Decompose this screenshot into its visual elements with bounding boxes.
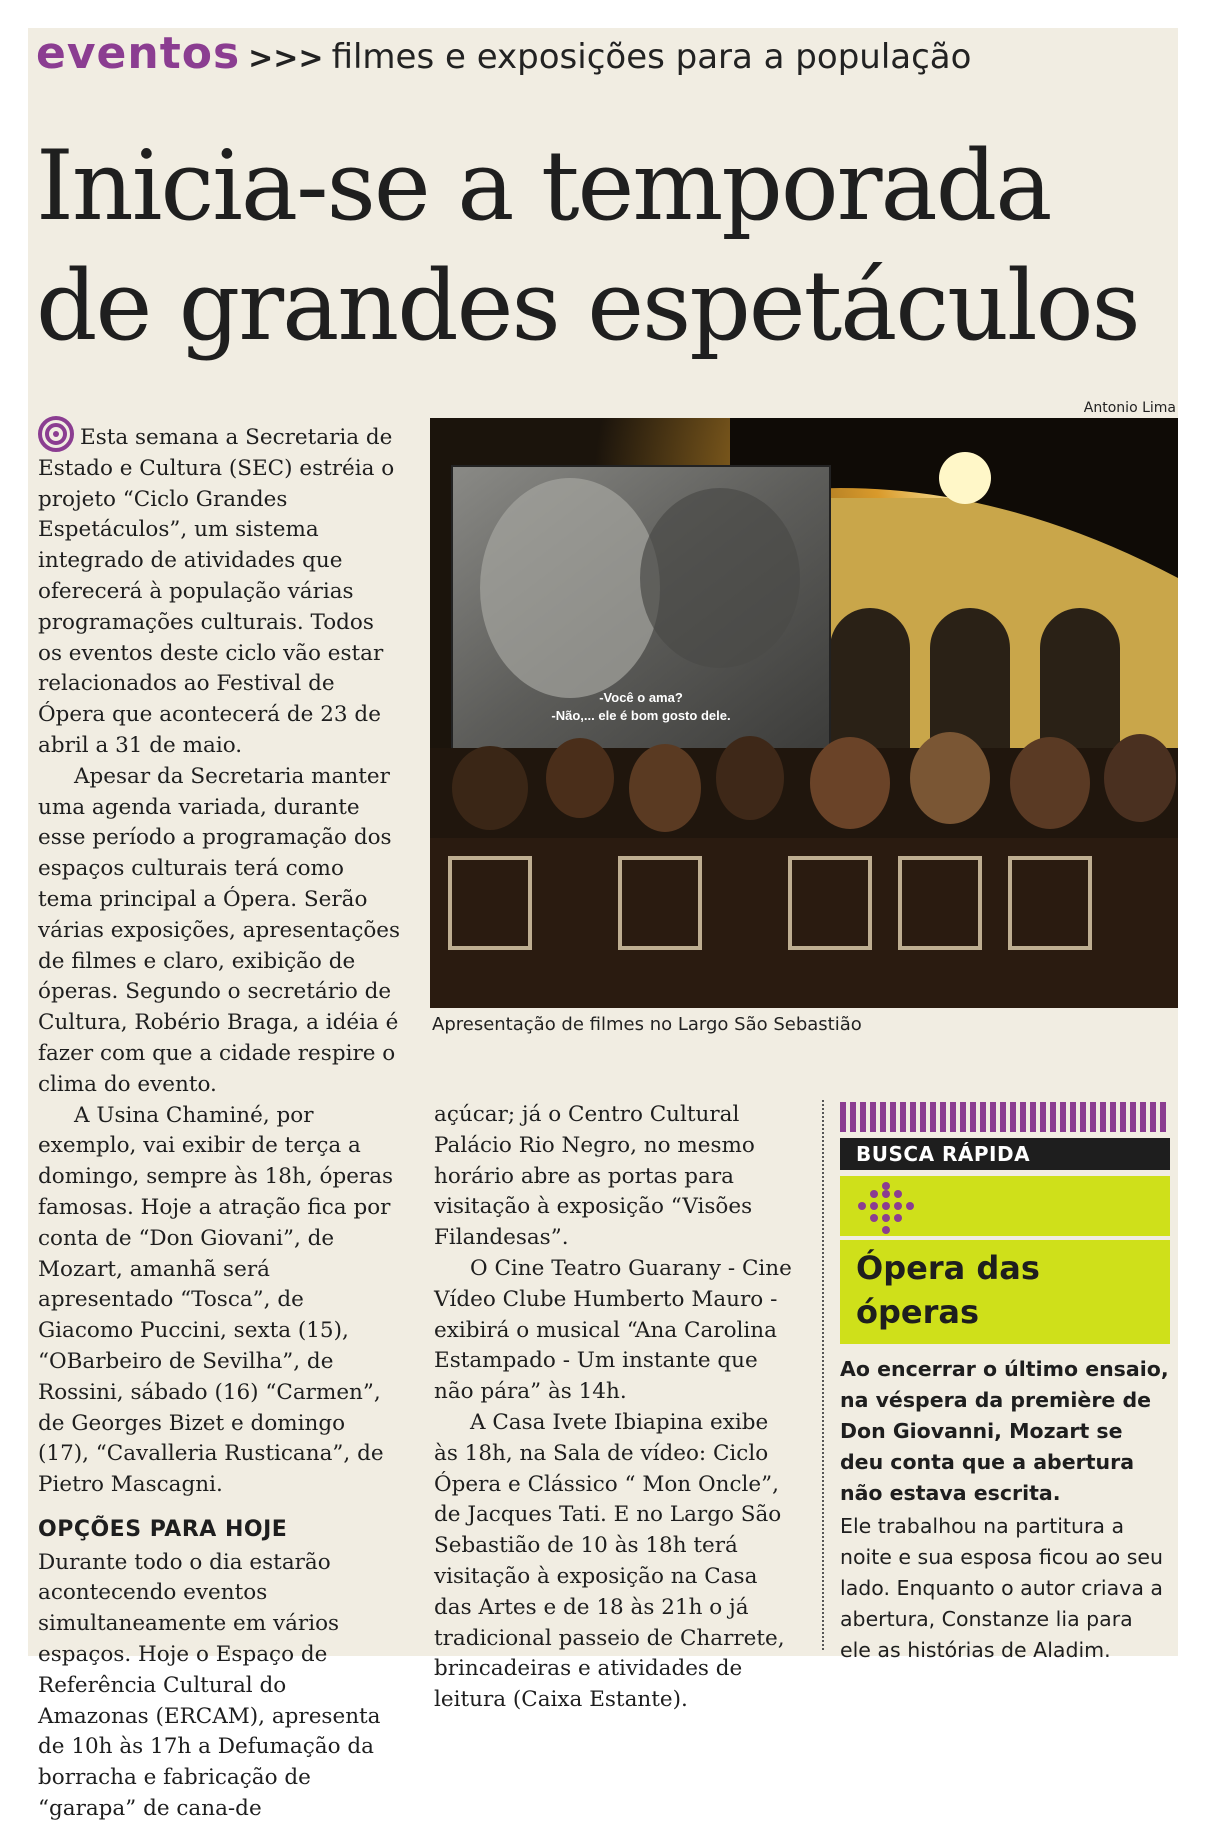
sidebar-lead: Ao encerrar o último ensaio, na véspera da première de Don Giovanni, Mozart se deu conta que a abertura não estava escrita. — [840, 1357, 1169, 1505]
article-paragraph — [38, 416, 402, 762]
event-photo — [430, 418, 1178, 1008]
target-bullet-icon — [38, 416, 74, 452]
dots-flower-icon — [856, 1182, 916, 1234]
section-subtitle: filmes e exposições para a população — [331, 37, 972, 77]
article-paragraph: A Casa Ivete Ibiapina exibe às 18h, na Sala de vídeo: Ciclo Ópera e Clássico “ Mon Oncle”, de Jacques Tati. E no Largo São Sebastião de 10 às 18h terá visitação à exposição na Casa das Artes e de 18 às 21h o já tradicional passeio de Charrete, brincadeiras e atividades de leitura (Caixa Estante). — [434, 1409, 785, 1713]
article-paragraph: açúcar; já o Centro Cultural Palácio Rio Negro, no mesmo horário abre as portas para visitação à exposição “Visões Filandesas”. — [434, 1102, 755, 1251]
sidebar-icon-band — [840, 1176, 1170, 1236]
sidebar-title: Ópera das óperas — [856, 1249, 1040, 1331]
headline-line-2: de grandes espetáculos — [36, 250, 1139, 362]
article-paragraph: Apesar da Secretaria manter uma agenda variada, durante esse período a programação dos espaços culturais terá como tema principal a Ópera. Serão várias exposições, apresentações de filmes e claro, exibição de óperas. Segundo o secretário de Cultura, Robério Braga, a idéia é fazer com que a cidade respire o clima do evento. — [38, 763, 401, 1097]
article-paragraph: Durante todo o dia estarão acontecendo eventos simultaneamente em vários espaços. Hoje o Espaço de Referência Cultural do Amazonas (ERCAM), apresenta de 10h às 17h a Defumação da borracha e fabricação de “garapa” de cana-de — [38, 1549, 381, 1822]
article-paragraph: A Usina Chaminé, por exemplo, vai exibir de terça a domingo, sempre às 18h, óperas famosas. Hoje a atração fica por conta de “Don Giovani”, de Mozart, amanhã será apresentado “Tosca”, de Giacomo Puccini, sexta (15), “OBarbeiro de Sevilha”, de Rossini, sábado (16) “Carmen”, de Georges Bizet e domingo (17), “Cavalleria Rusticana”, de Pietro Mascagni. — [38, 1102, 394, 1498]
section-header — [36, 28, 1176, 88]
section-name: eventos — [36, 28, 241, 79]
article-paragraph: O Cine Teatro Guarany - Cine Vídeo Clube Humberto Mauro - exibirá o musical “Ana Carolina Estampado - Um instante que não pára” às 14h. — [434, 1255, 792, 1405]
article-paragraph-text: Esta semana a Secretaria de Estado e Cultura (SEC) estréia o projeto “Ciclo Grandes Espetáculos”, um sistema integrado de atividades que oferecerá à população várias programações culturais. Todos os eventos deste ciclo vão estar relacionados ao Festival de Ópera que acontecerá de 23 de abril a 31 de maio. — [38, 425, 395, 758]
photo-illustration — [430, 418, 1178, 1008]
photo-credit: Antonio Lima — [1083, 400, 1176, 416]
section-arrows: >>> — [248, 41, 324, 76]
article-column-2 — [434, 1100, 794, 1716]
column-divider — [822, 1100, 824, 1650]
sidebar-title-band — [840, 1240, 1170, 1344]
sidebar-box — [840, 1102, 1170, 1666]
headline — [36, 126, 1139, 366]
photo-caption: Apresentação de filmes no Largo São Sebastião — [432, 1014, 862, 1035]
subheading: OPÇÕES PARA HOJE — [38, 1516, 288, 1542]
sidebar-stripe-decoration — [840, 1102, 1170, 1132]
screen-subtitle-1: -Você o ama? — [599, 690, 683, 705]
screen-subtitle-2: -Não,... ele é bom gosto dele. — [551, 708, 731, 723]
headline-line-1: Inicia-se a temporada — [36, 130, 1051, 242]
sidebar-label: BUSCA RÁPIDA — [840, 1138, 1170, 1170]
sidebar-body: Ele trabalhou na partitura a noite e sua esposa ficou ao seu lado. Enquanto o autor criava a abertura, Constanze lia para ele as histórias de Aladim. — [840, 1514, 1164, 1662]
article-column-1 — [38, 416, 402, 1825]
